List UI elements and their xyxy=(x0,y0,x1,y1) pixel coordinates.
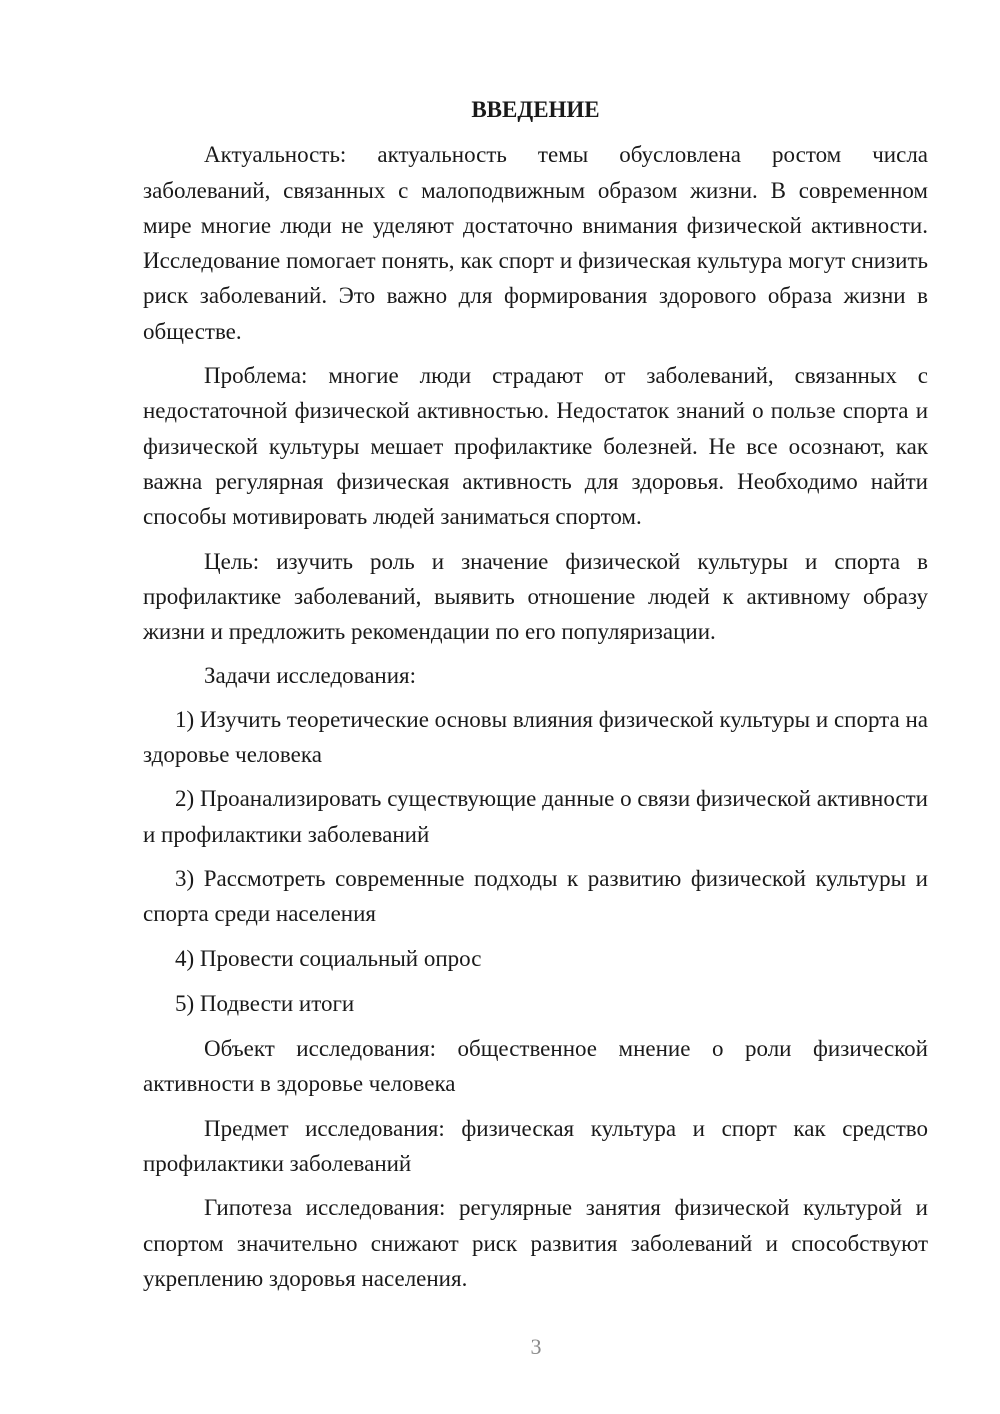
tasks-heading: Задачи исследования: xyxy=(204,663,417,689)
tasks-list xyxy=(143,702,928,1021)
list-item: 4) Провести социальный опрос xyxy=(175,945,482,971)
list-item: 3) Рассмотреть современные подходы к развитию физической культуры и спорта среди населения xyxy=(143,865,928,927)
page-number: 3 xyxy=(530,1334,542,1359)
page-title: ВВЕДЕНИЕ xyxy=(471,97,600,122)
paragraph-subject: Предмет исследования: физическая культура и спорт как средство профилактики заболеваний xyxy=(143,1115,928,1177)
list-item: 1) Изучить теоретические основы влияния физической культуры и спорта на здоровье человека xyxy=(143,706,928,768)
document-page xyxy=(143,92,928,1305)
list-item: 2) Проанализировать существующие данные о связи физической активности и профилактики заболеваний xyxy=(143,786,928,847)
paragraph-relevance: Актуальность: актуальность темы обусловлена ростом числа заболеваний, связанных с малоподвижным образом жизни. В современном мире многие люди не уделяют достаточно внимания физической активности. Исследование помогает понять, как спорт и физическая культура могут снизить риск заболеваний. Это важно для формирования здорового образа жизни в обществе. xyxy=(143,142,928,344)
paragraph-goal: Цель: изучить роль и значение физической культуры и спорта в профилактике заболеваний, выявить отношение людей к активному образу жизни и предложить рекомендации по его популяризации. xyxy=(143,548,928,645)
list-item: 5) Подвести итоги xyxy=(175,990,355,1016)
paragraph-hypothesis: Гипотеза исследования: регулярные занятия физической культурой и спортом значительно снижают риск развития заболеваний и способствуют укреплению здоровья населения. xyxy=(143,1195,928,1291)
paragraph-object: Объект исследования: общественное мнение о роли физической активности в здоровье человека xyxy=(143,1036,928,1097)
paragraph-problem: Проблема: многие люди страдают от заболеваний, связанных с недостаточной физической активностью. Недостаток знаний о пользе спорта и физической культуры мешает профилактике болезней. Не все осознают, как важна регулярная физическая активность для здоровья. Необходимо найти способы мотивировать людей заниматься спортом. xyxy=(143,363,928,530)
